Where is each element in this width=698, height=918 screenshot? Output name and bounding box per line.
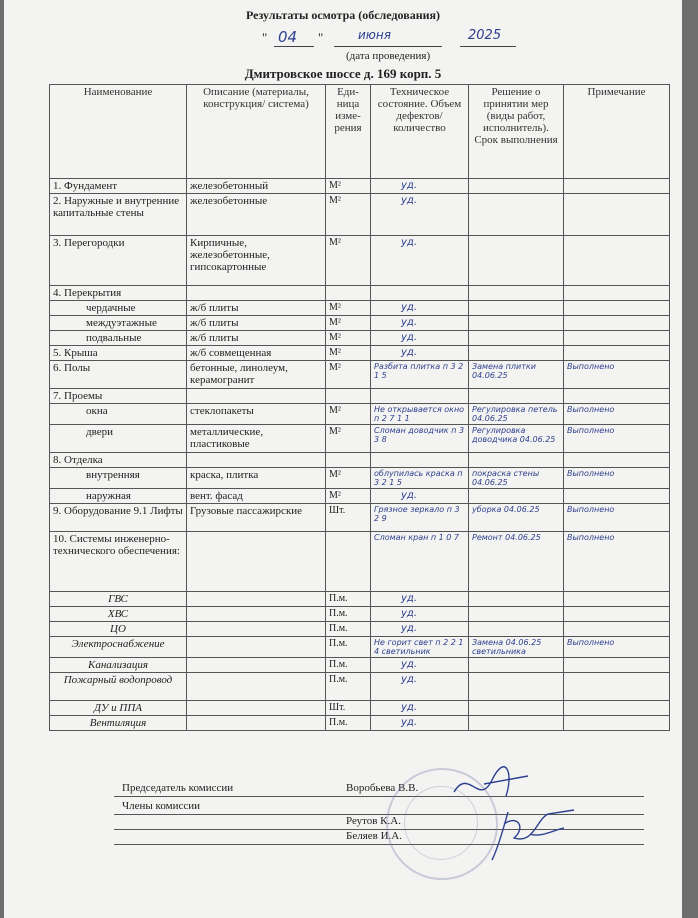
cell-note (564, 194, 670, 236)
cell-unit: М² (326, 331, 371, 346)
table-row (50, 286, 670, 301)
cell-decision (469, 331, 564, 346)
cell-note: Выполнено (564, 504, 670, 532)
cell-state: Грязное зеркало п 3 2 9 (371, 504, 469, 532)
member-2-name: Беляев И.А. (346, 830, 402, 842)
cell-state: уд. (371, 489, 469, 504)
cell-decision (469, 673, 564, 701)
cell-name: наружная (50, 489, 187, 504)
cell-state: уд. (371, 331, 469, 346)
inspection-table (49, 84, 670, 731)
cell-unit: М² (326, 468, 371, 489)
cell-note (564, 658, 670, 673)
cell-note (564, 489, 670, 504)
column-header: Наименование (50, 85, 187, 179)
column-header: Техническое состояние. Объем дефектов/ количество (371, 85, 469, 179)
cell-desc (187, 701, 326, 716)
cell-note (564, 236, 670, 286)
cell-unit: М² (326, 194, 371, 236)
month-underline (334, 46, 442, 47)
cell-note: Выполнено (564, 532, 670, 592)
cell-name: ГВС (50, 592, 187, 607)
cell-name: 1. Фундамент (50, 179, 187, 194)
cell-desc (187, 607, 326, 622)
cell-desc: краска, плитка (187, 468, 326, 489)
cell-note (564, 701, 670, 716)
cell-name: Электроснабжение (50, 637, 187, 658)
table-row (50, 179, 670, 194)
cell-decision: Регулировка петель 04.06.25 (469, 404, 564, 425)
day-underline (274, 46, 314, 47)
cell-name: двери (50, 425, 187, 453)
cell-desc: железобетонные (187, 194, 326, 236)
cell-decision (469, 701, 564, 716)
cell-desc: металлические, пластиковые (187, 425, 326, 453)
cell-unit: М² (326, 236, 371, 286)
cell-desc: ж/б плиты (187, 331, 326, 346)
table-row (50, 504, 670, 532)
cell-note (564, 179, 670, 194)
date-month: июня (358, 28, 391, 42)
cell-note (564, 389, 670, 404)
cell-decision (469, 716, 564, 731)
cell-name: Канализация (50, 658, 187, 673)
cell-note (564, 592, 670, 607)
cell-unit: М² (326, 179, 371, 194)
cell-desc (187, 389, 326, 404)
cell-desc (187, 532, 326, 592)
cell-name: 3. Перегородки (50, 236, 187, 286)
cell-decision (469, 622, 564, 637)
cell-state: уд. (371, 236, 469, 286)
cell-decision: Регулировка доводчика 04.06.25 (469, 425, 564, 453)
cell-name: 4. Перекрытия (50, 286, 187, 301)
date-year: 2025 (468, 28, 502, 43)
building-address: Дмитровское шоссе д. 169 корп. 5 (244, 66, 442, 81)
chairman-label: Председатель комиссии (122, 782, 234, 794)
table-row (50, 346, 670, 361)
document-title: Результаты осмотра (обследования) (245, 8, 441, 22)
table-row (50, 453, 670, 468)
cell-desc (187, 622, 326, 637)
cell-unit: М² (326, 425, 371, 453)
table-row (50, 468, 670, 489)
cell-desc (187, 637, 326, 658)
table-row (50, 404, 670, 425)
column-header: Описание (материалы, конструкция/ система) (187, 85, 326, 179)
cell-note (564, 453, 670, 468)
cell-note: Выполнено (564, 425, 670, 453)
cell-unit: М² (326, 361, 371, 389)
cell-desc: стеклопакеты (187, 404, 326, 425)
cell-desc (187, 658, 326, 673)
table-row (50, 701, 670, 716)
cell-note: Выполнено (564, 361, 670, 389)
cell-decision (469, 301, 564, 316)
cell-desc (187, 592, 326, 607)
cell-decision (469, 236, 564, 286)
cell-desc: Грузовые пассажирские (187, 504, 326, 532)
chairman-line (114, 782, 644, 797)
table-row (50, 316, 670, 331)
cell-name: 9. Оборудование 9.1 Лифты (50, 504, 187, 532)
cell-desc (187, 453, 326, 468)
cell-note (564, 673, 670, 701)
cell-state: Разбита плитка п 3 2 1 5 (371, 361, 469, 389)
member-signature (474, 804, 584, 866)
cell-name: ЦО (50, 622, 187, 637)
cell-state (371, 286, 469, 301)
column-header: Примечание (564, 85, 670, 179)
cell-name: подвальные (50, 331, 187, 346)
cell-unit: М² (326, 316, 371, 331)
cell-unit: П.м. (326, 637, 371, 658)
cell-unit: М² (326, 301, 371, 316)
cell-name: окна (50, 404, 187, 425)
cell-state (371, 453, 469, 468)
table-row (50, 716, 670, 731)
table-row (50, 489, 670, 504)
table-row (50, 331, 670, 346)
cell-desc: бетонные, линолеум, керамогранит (187, 361, 326, 389)
cell-name: 8. Отделка (50, 453, 187, 468)
cell-unit: П.м. (326, 622, 371, 637)
cell-unit (326, 286, 371, 301)
cell-desc (187, 716, 326, 731)
table-row (50, 389, 670, 404)
table-row (50, 532, 670, 592)
date-caption: (дата проведения) (346, 50, 431, 62)
cell-name: 10. Системы инженерно-технического обеспечения: (50, 532, 187, 592)
cell-note: Выполнено (564, 468, 670, 489)
cell-state: уд. (371, 179, 469, 194)
cell-unit: П.м. (326, 716, 371, 731)
cell-state: Не горит свет п 2 2 1 4 светильник (371, 637, 469, 658)
cell-name: 2. Наружные и внутренние капитальные стены (50, 194, 187, 236)
cell-decision: покраска стены 04.06.25 (469, 468, 564, 489)
cell-unit: П.м. (326, 658, 371, 673)
table-row (50, 658, 670, 673)
quote-open: " (262, 30, 268, 45)
table-row (50, 622, 670, 637)
cell-state: Не открывается окно п 2 7 1 1 (371, 404, 469, 425)
table-row (50, 592, 670, 607)
cell-decision (469, 489, 564, 504)
cell-note (564, 346, 670, 361)
cell-note (564, 622, 670, 637)
cell-unit: М² (326, 404, 371, 425)
cell-decision: уборка 04.06.25 (469, 504, 564, 532)
cell-desc: Кирпичные, железобетонные, гипсокартонные (187, 236, 326, 286)
cell-unit: П.м. (326, 607, 371, 622)
chairman-name: Воробьева В.В. (346, 782, 419, 794)
cell-name: 7. Проемы (50, 389, 187, 404)
cell-name: ХВС (50, 607, 187, 622)
cell-name: ДУ и ППА (50, 701, 187, 716)
cell-name: 5. Крыша (50, 346, 187, 361)
cell-note (564, 607, 670, 622)
cell-note (564, 331, 670, 346)
cell-decision (469, 607, 564, 622)
cell-unit (326, 453, 371, 468)
document-sheet (4, 0, 682, 918)
table-row (50, 361, 670, 389)
cell-state: уд. (371, 301, 469, 316)
cell-note (564, 716, 670, 731)
cell-name: Вентиляция (50, 716, 187, 731)
cell-state: уд. (371, 194, 469, 236)
member-1-name: Реутов К.А. (346, 815, 401, 827)
cell-decision (469, 179, 564, 194)
cell-desc: ж/б плиты (187, 316, 326, 331)
year-underline (460, 46, 516, 47)
column-header: Решение о принятии мер (виды работ, исполнитель). Срок выполнения (469, 85, 564, 179)
cell-decision (469, 389, 564, 404)
cell-unit: П.м. (326, 673, 371, 701)
cell-decision (469, 346, 564, 361)
cell-decision: Замена плитки 04.06.25 (469, 361, 564, 389)
cell-name: внутренняя (50, 468, 187, 489)
table-row (50, 607, 670, 622)
cell-state: уд. (371, 346, 469, 361)
cell-decision (469, 194, 564, 236)
cell-state: уд. (371, 592, 469, 607)
cell-desc: ж/б плиты (187, 301, 326, 316)
table-row (50, 301, 670, 316)
members-label: Члены комиссии (122, 800, 201, 812)
cell-desc: ж/б совмещенная (187, 346, 326, 361)
cell-state: Сломан кран п 1 0 7 (371, 532, 469, 592)
cell-decision (469, 453, 564, 468)
cell-name: Пожарный водопровод (50, 673, 187, 701)
cell-note: Выполнено (564, 637, 670, 658)
cell-unit: Шт. (326, 504, 371, 532)
cell-state: уд. (371, 716, 469, 731)
cell-desc (187, 286, 326, 301)
cell-state: уд. (371, 622, 469, 637)
cell-decision: Замена 04.06.25 светильника (469, 637, 564, 658)
cell-state: облупилась краска п 3 2 1 5 (371, 468, 469, 489)
cell-note (564, 316, 670, 331)
cell-unit: П.м. (326, 592, 371, 607)
table-row (50, 194, 670, 236)
cell-desc: железобетонный (187, 179, 326, 194)
cell-unit (326, 532, 371, 592)
cell-desc: вент. фасад (187, 489, 326, 504)
date-day: 04 (278, 28, 298, 46)
table-row (50, 236, 670, 286)
cell-unit (326, 389, 371, 404)
cell-note (564, 286, 670, 301)
cell-state: уд. (371, 607, 469, 622)
table-header-row (50, 85, 670, 179)
table-row (50, 673, 670, 701)
cell-decision: Ремонт 04.06.25 (469, 532, 564, 592)
cell-decision (469, 592, 564, 607)
table-row (50, 425, 670, 453)
cell-state: уд. (371, 316, 469, 331)
cell-unit: Шт. (326, 701, 371, 716)
cell-state: уд. (371, 701, 469, 716)
cell-name: междуэтажные (50, 316, 187, 331)
cell-decision (469, 286, 564, 301)
table-row (50, 637, 670, 658)
cell-unit: М² (326, 489, 371, 504)
cell-unit: М² (326, 346, 371, 361)
cell-decision (469, 316, 564, 331)
cell-name: чердачные (50, 301, 187, 316)
cell-state (371, 389, 469, 404)
cell-state: Сломан доводчик п 3 3 8 (371, 425, 469, 453)
cell-decision (469, 658, 564, 673)
cell-name: 6. Полы (50, 361, 187, 389)
cell-state: уд. (371, 658, 469, 673)
column-header: Еди- ница изме- рения (326, 85, 371, 179)
cell-note: Выполнено (564, 404, 670, 425)
quote-close: " (318, 30, 324, 45)
cell-state: уд. (371, 673, 469, 701)
cell-desc (187, 673, 326, 701)
cell-note (564, 301, 670, 316)
